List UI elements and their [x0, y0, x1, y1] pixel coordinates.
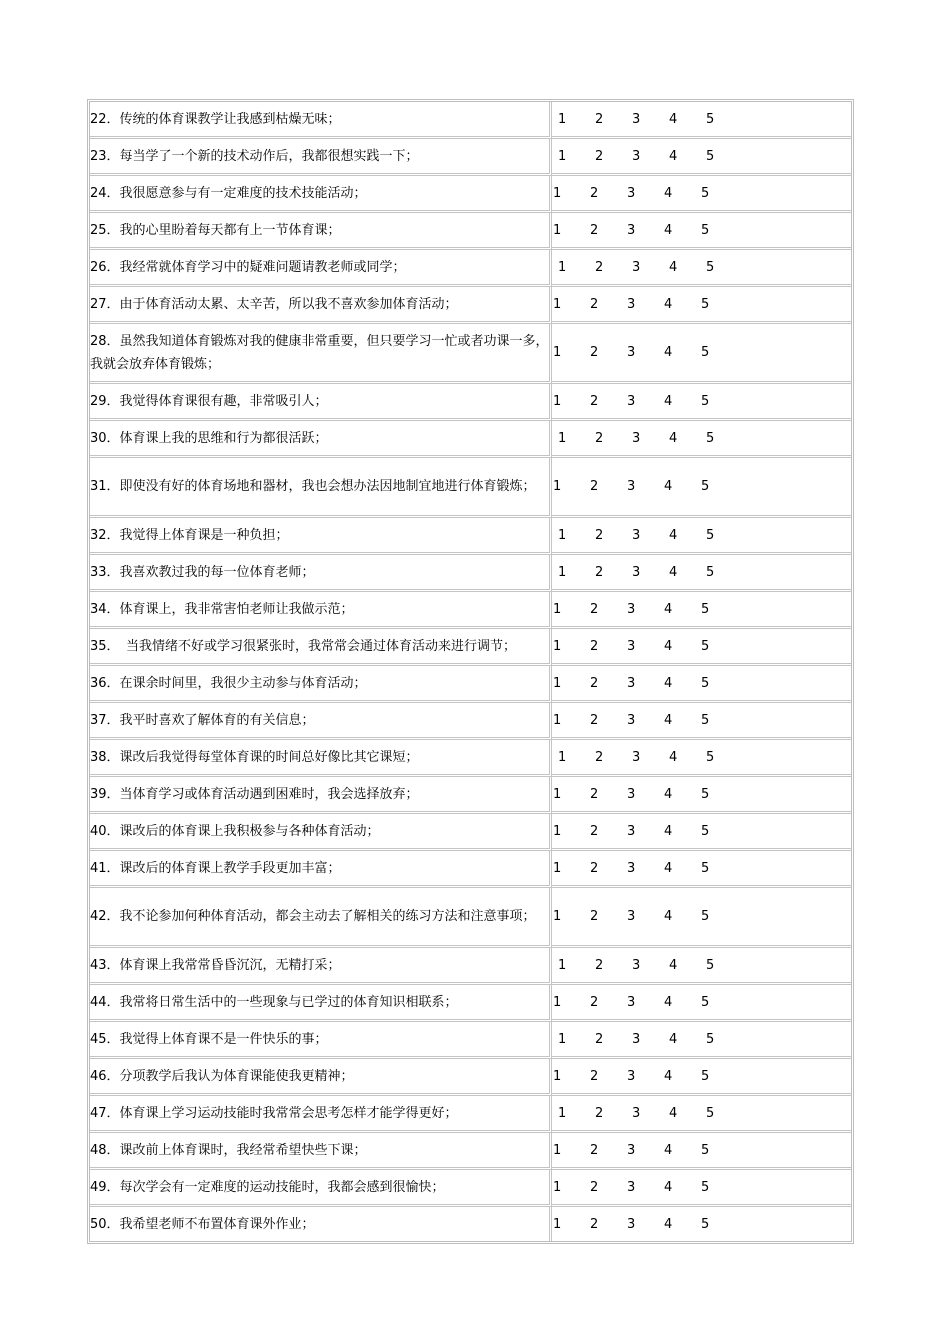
question-statement [90, 629, 552, 666]
rating-option[interactable]: 1 [553, 479, 562, 494]
rating-option[interactable]: 5 [701, 786, 710, 802]
question-number: 39 [90, 786, 107, 802]
rating-option[interactable]: 4 [664, 1216, 673, 1232]
rating-option[interactable]: 1 [553, 296, 562, 312]
question-text: ．我觉得体育课很有趣，非常吸引人； [106, 393, 328, 409]
question-number: 22 [90, 111, 107, 127]
question-rows [90, 102, 851, 1241]
question-number: 26 [90, 259, 107, 275]
rating-option[interactable]: 5 [701, 393, 710, 409]
rating-option[interactable]: 3 [627, 222, 636, 238]
question-text: ．分项教学后我认为体育课能使我更精神； [106, 1068, 354, 1084]
rating-option[interactable]: 5 [701, 185, 710, 201]
rating-option[interactable]: 4 [669, 957, 678, 973]
rating-scale [552, 888, 851, 948]
rating-option[interactable]: 2 [590, 222, 599, 238]
question-statement [90, 592, 552, 629]
rating-option[interactable]: 1 [558, 1031, 567, 1047]
rating-option[interactable]: 4 [664, 1068, 673, 1084]
rating-option[interactable]: 3 [632, 957, 641, 973]
rating-option[interactable]: 4 [664, 1179, 673, 1195]
question-row [90, 666, 851, 703]
rating-scale [552, 176, 851, 213]
question-number: 41 [90, 860, 107, 876]
rating-option[interactable]: 5 [701, 345, 710, 360]
rating-option[interactable]: 1 [553, 1142, 562, 1158]
rating-option[interactable]: 1 [558, 259, 567, 275]
rating-scale [552, 703, 851, 740]
rating-option[interactable]: 4 [664, 675, 673, 691]
question-row [90, 851, 851, 888]
question-statement [90, 703, 552, 740]
rating-scale [552, 1096, 851, 1133]
question-row [90, 102, 851, 139]
rating-option[interactable]: 3 [627, 638, 636, 654]
rating-option[interactable]: 2 [590, 345, 599, 360]
question-text: ．我常将日常生活中的一些现象与已学过的体育知识相联系； [106, 994, 458, 1010]
rating-option[interactable]: 1 [553, 393, 562, 409]
rating-option[interactable]: 5 [701, 1068, 710, 1084]
question-row [90, 703, 851, 740]
question-text: ．虽然我知道体育锻炼对我的健康非常重要，但只要学习一忙或者功课一多，我就会放弃体育锻炼； [90, 333, 549, 372]
rating-option[interactable]: 4 [664, 1142, 673, 1158]
rating-option[interactable]: 5 [701, 479, 710, 494]
rating-option[interactable]: 4 [664, 638, 673, 654]
question-row [90, 1022, 851, 1059]
rating-option[interactable]: 3 [632, 111, 641, 127]
rating-option[interactable]: 1 [553, 823, 562, 839]
rating-option[interactable]: 1 [558, 430, 567, 446]
rating-option[interactable]: 4 [664, 479, 673, 494]
question-number: 32 [90, 527, 107, 543]
rating-option[interactable]: 1 [553, 675, 562, 691]
question-text: ．我不论参加何种体育活动，都会主动去了解相关的练习方法和注意事项； [106, 909, 536, 924]
question-number: 24 [90, 185, 107, 201]
question-statement [90, 139, 552, 176]
rating-option[interactable]: 5 [701, 1142, 710, 1158]
question-number: 25 [90, 222, 107, 238]
rating-option[interactable]: 3 [627, 712, 636, 728]
rating-option[interactable]: 2 [590, 296, 599, 312]
question-text: ．我经常就体育学习中的疑难问题请教老师或同学； [106, 259, 406, 275]
question-row [90, 176, 851, 213]
rating-option[interactable]: 3 [627, 1216, 636, 1232]
rating-option[interactable]: 5 [706, 564, 715, 580]
question-row [90, 213, 851, 250]
question-table [90, 102, 851, 1241]
question-row [90, 814, 851, 851]
question-number: 27 [90, 296, 107, 312]
rating-option[interactable]: 3 [627, 909, 636, 924]
question-statement [90, 740, 552, 777]
rating-option[interactable]: 1 [558, 148, 567, 164]
question-number: 30 [90, 430, 107, 446]
question-number: 46 [90, 1068, 107, 1084]
rating-scale [552, 1207, 851, 1241]
rating-option[interactable]: 2 [590, 1068, 599, 1084]
rating-option[interactable]: 2 [595, 527, 604, 543]
rating-option[interactable]: 2 [595, 564, 604, 580]
rating-option[interactable]: 1 [553, 860, 562, 876]
rating-option[interactable]: 5 [706, 527, 715, 543]
question-row [90, 888, 851, 948]
rating-option[interactable]: 5 [701, 296, 710, 312]
question-number: 35 [90, 638, 107, 654]
question-row [90, 555, 851, 592]
rating-option[interactable]: 2 [595, 111, 604, 127]
rating-option[interactable]: 4 [664, 860, 673, 876]
rating-option[interactable]: 4 [669, 564, 678, 580]
question-row [90, 458, 851, 518]
question-number: 37 [90, 712, 107, 728]
rating-scale [552, 851, 851, 888]
rating-option[interactable]: 5 [701, 823, 710, 839]
rating-option[interactable]: 5 [701, 860, 710, 876]
question-text: ．由于体育活动太累、太辛苦，所以我不喜欢参加体育活动； [106, 296, 458, 312]
question-number: 36 [90, 675, 107, 691]
rating-option[interactable]: 4 [669, 430, 678, 446]
rating-option[interactable]: 3 [632, 430, 641, 446]
question-number: 33 [90, 564, 107, 580]
rating-option[interactable]: 5 [701, 1216, 710, 1232]
question-text: ．每次学会有一定难度的运动技能时，我都会感到很愉快； [106, 1179, 445, 1195]
rating-option[interactable]: 5 [701, 675, 710, 691]
rating-option[interactable]: 5 [701, 909, 710, 924]
rating-option[interactable]: 1 [553, 1216, 562, 1232]
rating-option[interactable]: 2 [590, 860, 599, 876]
question-statement [90, 1059, 552, 1096]
question-row [90, 287, 851, 324]
question-statement [90, 777, 552, 814]
question-row [90, 985, 851, 1022]
rating-scale [552, 213, 851, 250]
rating-option[interactable]: 3 [627, 393, 636, 409]
rating-option[interactable]: 1 [558, 1105, 567, 1121]
question-statement [90, 555, 552, 592]
rating-scale [552, 666, 851, 703]
rating-option[interactable]: 5 [701, 638, 710, 654]
question-number: 40 [90, 823, 107, 839]
rating-option[interactable]: 1 [553, 222, 562, 238]
rating-option[interactable]: 2 [590, 786, 599, 802]
rating-option[interactable]: 3 [627, 994, 636, 1010]
rating-option[interactable]: 1 [553, 712, 562, 728]
question-statement [90, 948, 552, 985]
question-row [90, 1133, 851, 1170]
rating-option[interactable]: 3 [632, 259, 641, 275]
rating-option[interactable]: 1 [553, 786, 562, 802]
rating-option[interactable]: 2 [590, 712, 599, 728]
question-statement [90, 176, 552, 213]
question-row [90, 250, 851, 287]
question-statement [90, 666, 552, 703]
rating-option[interactable]: 4 [664, 222, 673, 238]
rating-option[interactable]: 1 [558, 749, 567, 765]
question-text: ．课改前上体育课时，我经常希望快些下课； [106, 1142, 367, 1158]
rating-option[interactable]: 4 [669, 749, 678, 765]
question-row [90, 421, 851, 458]
question-row [90, 629, 851, 666]
rating-option[interactable]: 1 [558, 527, 567, 543]
question-statement [90, 421, 552, 458]
rating-option[interactable]: 4 [664, 345, 673, 360]
rating-scale [552, 287, 851, 324]
rating-scale [552, 629, 851, 666]
question-statement [90, 458, 552, 518]
rating-option[interactable]: 5 [706, 1031, 715, 1047]
question-number: 38 [90, 749, 107, 765]
question-statement [90, 888, 552, 948]
question-number: 34 [90, 601, 107, 617]
rating-option[interactable]: 3 [627, 1068, 636, 1084]
question-text: ．体育课上学习运动技能时我常常会思考怎样才能学得更好； [106, 1105, 458, 1121]
question-text: ．在课余时间里，我很少主动参与体育活动； [106, 675, 367, 691]
rating-scale [552, 324, 851, 384]
question-text: ．体育课上，我非常害怕老师让我做示范； [106, 601, 354, 617]
rating-option[interactable]: 4 [669, 527, 678, 543]
rating-option[interactable]: 4 [664, 296, 673, 312]
question-text: ．当体育学习或体育活动遇到困难时，我会选择放弃； [106, 786, 419, 802]
rating-option[interactable]: 4 [669, 148, 678, 164]
rating-option[interactable]: 3 [632, 1031, 641, 1047]
rating-option[interactable]: 1 [558, 957, 567, 973]
rating-option[interactable]: 4 [664, 185, 673, 201]
question-statement [90, 985, 552, 1022]
rating-scale [552, 1170, 851, 1207]
rating-option[interactable]: 3 [627, 479, 636, 494]
rating-scale [552, 1059, 851, 1096]
rating-option[interactable]: 4 [669, 259, 678, 275]
rating-option[interactable]: 5 [701, 712, 710, 728]
question-number: 28 [90, 333, 107, 349]
rating-option[interactable]: 5 [706, 259, 715, 275]
question-statement [90, 384, 552, 421]
rating-option[interactable]: 2 [590, 675, 599, 691]
question-text: ．课改后我觉得每堂体育课的时间总好像比其它课短； [106, 749, 419, 765]
question-number: 47 [90, 1105, 107, 1121]
rating-scale [552, 421, 851, 458]
rating-option[interactable]: 3 [627, 601, 636, 617]
question-statement [90, 324, 552, 384]
question-text: ． 当我情绪不好或学习很紧张时，我常常会通过体育活动来进行调节； [106, 638, 517, 654]
question-statement [90, 814, 552, 851]
question-text: ．课改后的体育课上我积极参与各种体育活动； [106, 823, 380, 839]
rating-option[interactable]: 5 [701, 222, 710, 238]
rating-option[interactable]: 4 [669, 1031, 678, 1047]
question-statement [90, 851, 552, 888]
question-row [90, 384, 851, 421]
rating-option[interactable]: 2 [590, 1142, 599, 1158]
question-number: 50 [90, 1216, 107, 1232]
rating-option[interactable]: 1 [553, 638, 562, 654]
rating-option[interactable]: 1 [553, 185, 562, 201]
question-statement [90, 102, 552, 139]
rating-option[interactable]: 3 [627, 1179, 636, 1195]
rating-scale [552, 740, 851, 777]
rating-option[interactable]: 4 [664, 786, 673, 802]
question-text: ．每当学了一个新的技术动作后，我都很想实践一下； [106, 148, 419, 164]
rating-option[interactable]: 5 [701, 994, 710, 1010]
rating-option[interactable]: 5 [701, 1179, 710, 1195]
question-text: ．我很愿意参与有一定难度的技术技能活动； [106, 185, 367, 201]
rating-scale [552, 1022, 851, 1059]
question-statement [90, 1096, 552, 1133]
question-text: ．即使没有好的体育场地和器材，我也会想办法因地制宜地进行体育锻炼； [106, 479, 536, 494]
rating-option[interactable]: 2 [595, 259, 604, 275]
rating-option[interactable]: 3 [627, 296, 636, 312]
question-number: 29 [90, 393, 107, 409]
question-statement [90, 1133, 552, 1170]
question-text: ．我希望老师不布置体育课外作业； [106, 1216, 315, 1232]
rating-option[interactable]: 4 [664, 909, 673, 924]
rating-option[interactable]: 1 [553, 1068, 562, 1084]
question-text: ．我觉得上体育课不是一件快乐的事； [106, 1031, 328, 1047]
question-text: ．我觉得上体育课是一种负担； [106, 527, 289, 543]
rating-option[interactable]: 5 [706, 1105, 715, 1121]
rating-option[interactable]: 3 [627, 1142, 636, 1158]
rating-option[interactable]: 5 [706, 148, 715, 164]
question-text: ．课改后的体育课上教学手段更加丰富； [106, 860, 341, 876]
rating-option[interactable]: 1 [553, 909, 562, 924]
question-text: ．我平时喜欢了解体育的有关信息； [106, 712, 315, 728]
rating-option[interactable]: 3 [632, 148, 641, 164]
rating-option[interactable]: 4 [664, 712, 673, 728]
question-statement [90, 250, 552, 287]
rating-option[interactable]: 4 [664, 823, 673, 839]
rating-scale [552, 384, 851, 421]
question-text: ．我的心里盼着每天都有上一节体育课； [106, 222, 341, 238]
rating-option[interactable]: 2 [590, 994, 599, 1010]
question-statement [90, 1170, 552, 1207]
rating-option[interactable]: 5 [706, 957, 715, 973]
question-number: 49 [90, 1179, 107, 1195]
rating-option[interactable]: 3 [627, 823, 636, 839]
question-text: ．我喜欢教过我的每一位体育老师； [106, 564, 315, 580]
question-number: 23 [90, 148, 107, 164]
rating-option[interactable]: 2 [595, 430, 604, 446]
question-row [90, 1096, 851, 1133]
question-number: 44 [90, 994, 107, 1010]
rating-scale [552, 592, 851, 629]
rating-option[interactable]: 3 [632, 564, 641, 580]
question-row [90, 1170, 851, 1207]
rating-option[interactable]: 3 [627, 675, 636, 691]
rating-option[interactable]: 2 [595, 1105, 604, 1121]
rating-option[interactable]: 3 [627, 185, 636, 201]
question-number: 43 [90, 957, 107, 973]
rating-option[interactable]: 5 [706, 749, 715, 765]
rating-option[interactable]: 2 [595, 1031, 604, 1047]
rating-option[interactable]: 4 [664, 393, 673, 409]
question-number: 45 [90, 1031, 107, 1047]
rating-option[interactable]: 2 [590, 638, 599, 654]
rating-scale [552, 555, 851, 592]
rating-scale [552, 518, 851, 555]
rating-option[interactable]: 3 [632, 749, 641, 765]
rating-option[interactable]: 2 [590, 909, 599, 924]
rating-option[interactable]: 4 [664, 601, 673, 617]
rating-option[interactable]: 2 [590, 1216, 599, 1232]
rating-option[interactable]: 3 [627, 345, 636, 360]
rating-option[interactable]: 3 [627, 786, 636, 802]
rating-option[interactable]: 3 [632, 527, 641, 543]
question-number: 48 [90, 1142, 107, 1158]
rating-option[interactable]: 2 [595, 957, 604, 973]
question-statement [90, 1022, 552, 1059]
rating-scale [552, 985, 851, 1022]
question-text: ．体育课上我常常昏昏沉沉，无精打采； [106, 957, 341, 973]
question-row [90, 777, 851, 814]
rating-option[interactable]: 5 [701, 601, 710, 617]
rating-option[interactable]: 3 [627, 860, 636, 876]
rating-scale [552, 139, 851, 176]
question-row [90, 1059, 851, 1096]
rating-scale [552, 777, 851, 814]
question-number: 31 [90, 479, 107, 494]
rating-option[interactable]: 1 [553, 345, 562, 360]
question-row [90, 1207, 851, 1241]
rating-option[interactable]: 4 [669, 111, 678, 127]
rating-option[interactable]: 2 [590, 823, 599, 839]
rating-option[interactable]: 1 [553, 994, 562, 1010]
question-row [90, 139, 851, 176]
rating-option[interactable]: 1 [558, 564, 567, 580]
rating-option[interactable]: 1 [558, 111, 567, 127]
rating-scale [552, 250, 851, 287]
rating-scale [552, 948, 851, 985]
rating-option[interactable]: 2 [590, 393, 599, 409]
question-number: 42 [90, 909, 107, 924]
question-statement [90, 1207, 552, 1241]
question-text: ．体育课上我的思维和行为都很活跃； [106, 430, 328, 446]
question-row [90, 740, 851, 777]
questionnaire-table [87, 99, 854, 1244]
rating-option[interactable]: 2 [590, 185, 599, 201]
question-row [90, 948, 851, 985]
rating-option[interactable]: 4 [664, 994, 673, 1010]
rating-scale [552, 1133, 851, 1170]
question-row [90, 324, 851, 384]
rating-option[interactable]: 2 [595, 749, 604, 765]
rating-scale [552, 814, 851, 851]
rating-scale [552, 102, 851, 139]
rating-option[interactable]: 1 [553, 601, 562, 617]
rating-option[interactable]: 2 [595, 148, 604, 164]
rating-option[interactable]: 2 [590, 601, 599, 617]
question-statement [90, 518, 552, 555]
rating-option[interactable]: 5 [706, 430, 715, 446]
question-statement [90, 287, 552, 324]
question-row [90, 518, 851, 555]
rating-scale [552, 458, 851, 518]
question-row [90, 592, 851, 629]
rating-option[interactable]: 2 [590, 1179, 599, 1195]
rating-option[interactable]: 1 [553, 1179, 562, 1195]
rating-option[interactable]: 5 [706, 111, 715, 127]
question-text: ．传统的体育课教学让我感到枯燥无味； [106, 111, 341, 127]
question-statement [90, 213, 552, 250]
rating-option[interactable]: 3 [632, 1105, 641, 1121]
rating-option[interactable]: 4 [669, 1105, 678, 1121]
rating-option[interactable]: 2 [590, 479, 599, 494]
